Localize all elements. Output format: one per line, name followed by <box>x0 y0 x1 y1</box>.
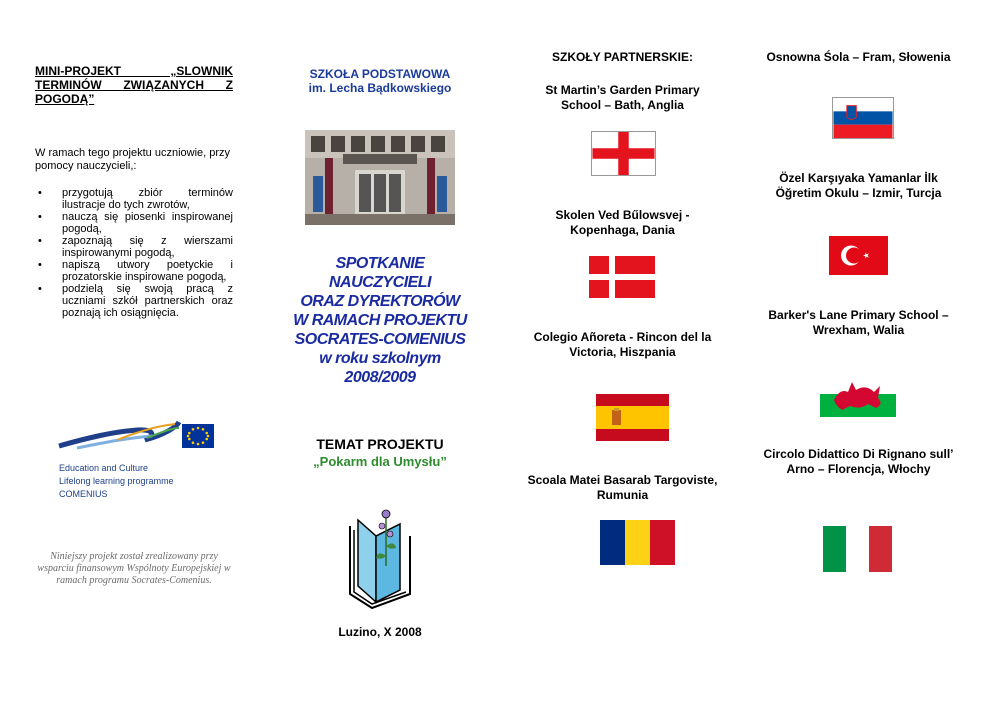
list-item: • zapoznają się z wierszami inspirowanymi pogodą, <box>62 235 233 259</box>
list-item: • podzielą się swoją pracą z uczniami szkół partnerskich oraz poznają ich osiągnięcia. <box>62 283 233 319</box>
partner-school-name: St Martin’s Garden Primary School – Bath, Anglia <box>545 83 700 112</box>
left-panel <box>35 0 233 701</box>
meeting-line: SOCRATES-COMENIUS <box>294 331 466 348</box>
england-flag-icon <box>591 131 656 176</box>
school-name-line: SZKOŁA PODSTAWOWA <box>309 67 451 81</box>
list-item: • nauczą się piosenki inspirowanej pogodą, <box>62 211 233 235</box>
activity-list <box>35 187 233 319</box>
partners-panel-left <box>525 0 720 701</box>
mini-project-title: MINI-PROJEKT „SLOWNIK TERMINÓW ZWIĄZANYCH Z POGODĄ” <box>35 64 233 106</box>
topic-name: „Pokarm dla Umysłu” <box>313 454 447 469</box>
partner-school-name: Osnowna Śola – Fram, Słowenia <box>766 50 951 64</box>
wales-flag-icon <box>820 370 896 417</box>
center-panel <box>285 0 475 701</box>
funding-disclaimer: Niniejszy projekt został zrealizowany przy wsparciu finansowym Wspólnoty Europejskiej w ramach programu Socrates-Comenius. <box>37 551 231 586</box>
partners-panel-right <box>762 0 955 701</box>
lifelong-learning-logo <box>57 418 237 510</box>
partner-school-name: Özel Karşıyaka Yamanlar İlk Öğretim Okulu – Izmir, Turcja <box>775 171 942 200</box>
partner-school-name: Scoala Matei Basarab Targoviste, Rumunia <box>527 473 718 502</box>
eu-logo-line: Lifelong learning programme <box>59 476 174 486</box>
partner-school-name: Barker's Lane Primary School – Wrexham, Walia <box>768 308 949 337</box>
list-item: • napiszą utwory poetyckie i prozatorskie inspirowane pogodą, <box>62 259 233 283</box>
meeting-line: w roku szkolnym <box>319 350 441 367</box>
turkey-flag-icon <box>829 236 888 275</box>
eu-logo-line: Education and Culture <box>59 463 149 473</box>
school-emblem-icon <box>338 506 422 610</box>
romania-flag-icon <box>600 520 675 565</box>
eu-logo-line: COMENIUS <box>59 489 108 499</box>
meeting-line: SPOTKANIE <box>335 255 425 272</box>
school-building-photo <box>305 130 455 225</box>
partners-heading: SZKOŁY PARTNERSKIE: <box>552 50 693 64</box>
meeting-heading <box>275 254 485 387</box>
intro-text: W ramach tego projektu uczniowie, przy pomocy nauczycieli,: <box>35 147 231 172</box>
meeting-line: NAUCZYCIELI <box>328 274 432 291</box>
meeting-line: 2008/2009 <box>344 369 416 386</box>
school-name-line: im. Lecha Bądkowskiego <box>308 81 452 95</box>
slovenia-flag-icon <box>832 97 894 139</box>
partner-school-name: Skolen Ved Bűlowsvej - Kopenhaga, Dania <box>555 208 690 237</box>
meeting-line: ORAZ DYREKTORÓW <box>300 293 460 310</box>
meeting-line: W RAMACH PROJEKTU <box>293 312 467 329</box>
swoosh-logo-icon <box>57 418 237 458</box>
partner-school-name: Colegio Añoreta - Rincon del la Victoria, Hiszpania <box>533 330 712 359</box>
place-date: Luzino, X 2008 <box>338 625 422 639</box>
italy-flag-icon <box>823 526 892 572</box>
topic-heading: TEMAT PROJEKTU <box>316 436 444 452</box>
denmark-flag-icon <box>589 256 655 298</box>
spain-flag-icon <box>596 394 669 441</box>
list-item: • przygotują zbiór terminów ilustracje do tych zwrotów, <box>62 187 233 211</box>
partner-school-name: Circolo Didattico Di Rignano sull’ Arno – Florencja, Włochy <box>763 447 954 476</box>
school-name <box>285 67 475 95</box>
